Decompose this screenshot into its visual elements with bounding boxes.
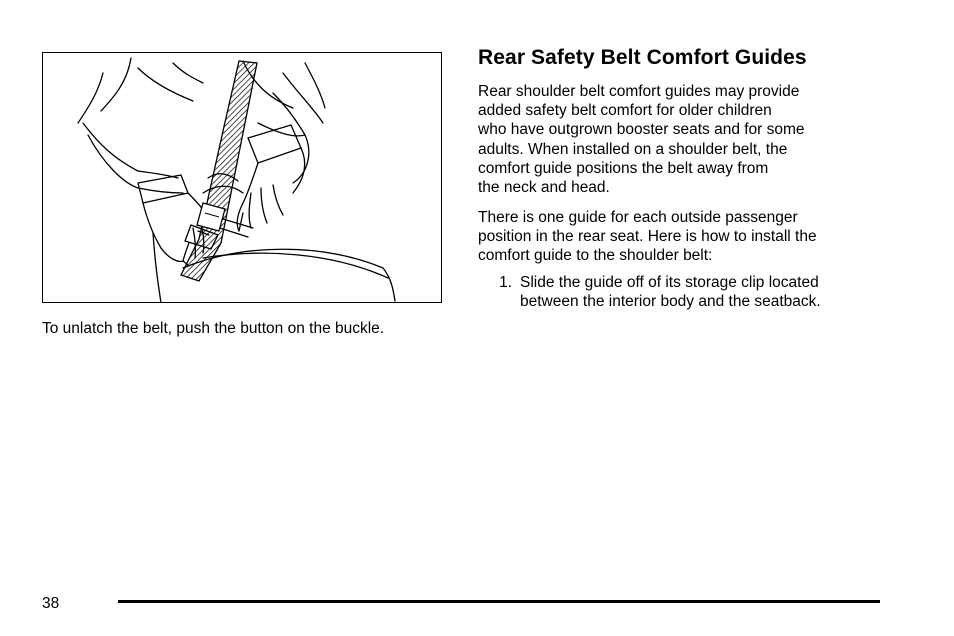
step-line: Slide the guide off of its storage clip located: [520, 274, 819, 291]
paragraph-line: who have outgrown booster seats and for some: [478, 121, 805, 139]
step-number: 1.: [499, 274, 512, 291]
paragraph-line: comfort guide positions the belt away from: [478, 159, 769, 177]
paragraph-line: Rear shoulder belt comfort guides may provide: [478, 83, 800, 100]
intro-paragraph: [478, 82, 888, 197]
paragraph-line: adults. When installed on a shoulder belt, the: [478, 140, 788, 158]
step-text: [512, 273, 821, 311]
paragraph-line: There is one guide for each outside passenger: [478, 209, 798, 226]
page-number: 38: [42, 595, 60, 612]
paragraph-line: the neck and head.: [478, 179, 610, 197]
unlatch-belt-drawing: [43, 53, 442, 303]
guide-paragraph: [478, 208, 888, 266]
step-line: between the interior body and the seatback.: [520, 293, 821, 311]
paragraph-line: added safety belt comfort for older children: [478, 102, 772, 120]
paragraph-line: position in the rear seat. Here is how to install the: [478, 228, 817, 246]
footer-rule: [118, 600, 880, 603]
figure-caption: To unlatch the belt, push the button on the buckle.: [42, 320, 385, 337]
belt-buckle-illustration: [42, 52, 442, 303]
list-item: [478, 273, 888, 311]
paragraph-line: comfort guide to the shoulder belt:: [478, 247, 713, 265]
install-steps-list: [478, 273, 888, 311]
section-heading: Rear Safety Belt Comfort Guides: [478, 46, 807, 69]
